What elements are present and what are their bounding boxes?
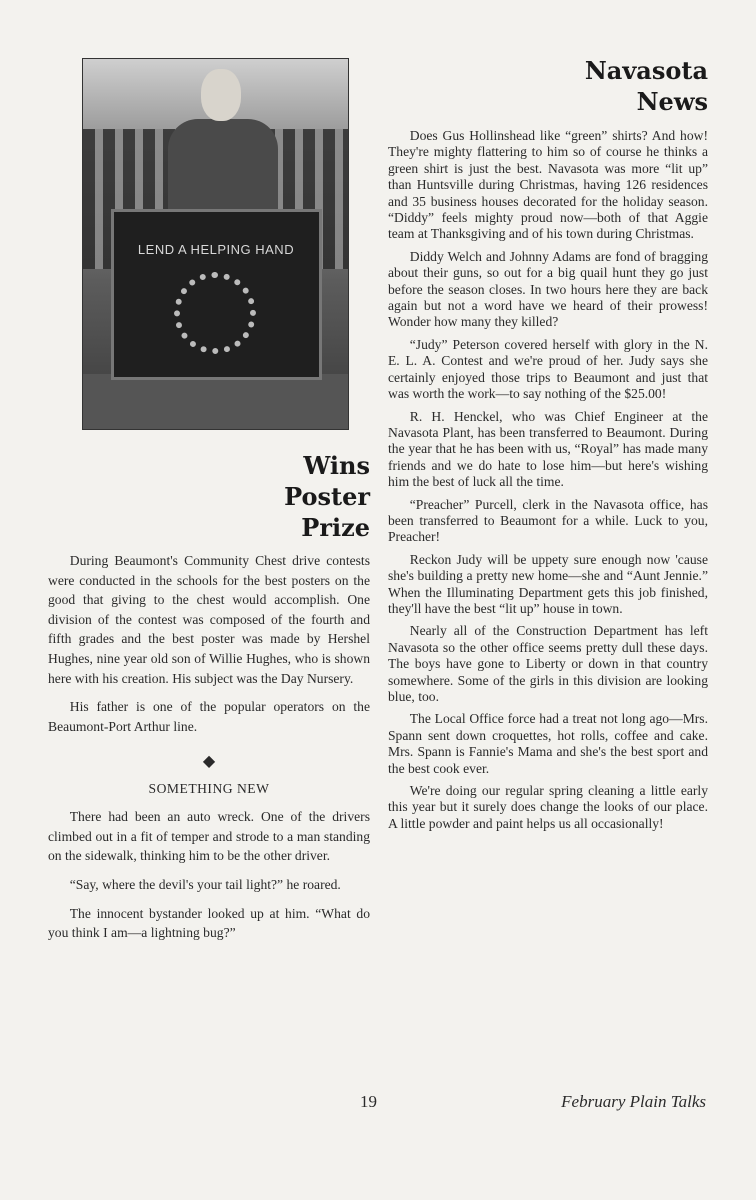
headline-line: Prize (301, 513, 370, 542)
photo-ground (83, 374, 348, 429)
paragraph: His father is one of the popular operators on the Beaumont-Port Arthur line. (48, 699, 370, 734)
paragraph: Diddy Welch and Johnny Adams are fond of bragging about their guns, so out for a big quail hunt they go just before the season closes. In two hours here they are back again but not a word have we heard of their prowess! Wonder how many they killed? (388, 248, 708, 330)
photo-poster (111, 209, 322, 380)
paragraph: “Judy” Peterson covered herself with glory in the N. E. L. A. Contest and we're proud of her. Judy says she certainly enjoyed those trips to Beaumont and just that was worth the work—to say nothing of the $25.00! (388, 336, 708, 402)
poster-text: LEND A HELPING HAND (137, 242, 295, 257)
paragraph: The Local Office force had a treat not long ago—Mrs. Spann sent down croquettes, hot rolls, coffee and cake. Mrs. Spann is Fannie's Mama and she's the best sport and the best cook ever. (388, 711, 708, 776)
magazine-title: February Plain Talks (561, 1092, 706, 1111)
headline-line: Navasota (584, 56, 708, 85)
headline-line: News (636, 87, 708, 116)
subhead-something-new: SOMETHING NEW (148, 780, 270, 796)
paragraph: Nearly all of the Construction Department has left Navasota so the other office seems pretty dull these days. The boys have gone to Liberty or down in that country somewhere. Some of the girls in this division are looking blue, too. (388, 623, 708, 704)
paragraph: There had been an auto wreck. One of the drivers climbed out in a fit of temper and strode to a man standing on the sidewalk, thinking him to be the other driver. (48, 809, 370, 864)
paragraph: Does Gus Hollinshead like “green” shirts? And how! They're mighty flattering to him so of course he thinks a green shirt is just the best. Navasota was more “lit up” than Huntsville during Christmas, having 126 residences and 35 business houses decorated for the holiday season. “Diddy” feels mighty proud now—both of that Aggie team at Thanksgiving and of his town during Christmas. (388, 128, 708, 242)
paragraph: Reckon Judy will be uppety sure enough now 'cause she's building a pretty new home—she and “Aunt Jennie.” When the Illuminating Department gets this job finished, they'll have the best “lit up” house in town. (388, 551, 708, 616)
headline-line: Wins (303, 451, 370, 480)
paragraph: The innocent bystander looked up at him. “What do you think I am—a lightning bug?” (48, 905, 370, 941)
paragraph: “Say, where the devil's your tail light?” he roared. (69, 876, 341, 892)
headline-line: Poster (284, 482, 370, 511)
wins-poster-prize-headline (284, 450, 370, 543)
diamond-ornament-icon: ◆ (202, 753, 216, 771)
paragraph: “Preacher” Purcell, clerk in the Navasota office, has been transferred to Beaumont for a while. Luck to you, Preacher! (388, 496, 708, 545)
paragraph: R. H. Henckel, who was Chief Engineer at the Navasota Plant, has been transferred to Beaumont. During the year that he has been with us, “Royal” has made many friends and we do hate to lose him—but here's wishing him the best of luck all the time. (388, 408, 708, 490)
paragraph: We're doing our regular spring cleaning a little early this year but it surely does change the looks of our place. A little powder and paint helps us all occasionally! (388, 783, 708, 831)
photo-boy-with-poster (82, 58, 349, 430)
left-column (48, 551, 370, 952)
right-column (388, 128, 708, 838)
poster-wreath (174, 272, 256, 354)
navasota-news-headline (585, 55, 708, 117)
page-number: 19 (360, 1092, 377, 1111)
paragraph: During Beaumont's Community Chest drive contests were conducted in the schools for the best posters on the good that giving to the chest would accomplish. One division of the contest was composed of the fourth and fifth grades and the best poster was made by Hershel Hughes, nine year old son of Willie Hughes, who is shown here with his creation. His subject was the Day Nursery. (48, 553, 370, 686)
photo-boy-head (201, 69, 241, 121)
